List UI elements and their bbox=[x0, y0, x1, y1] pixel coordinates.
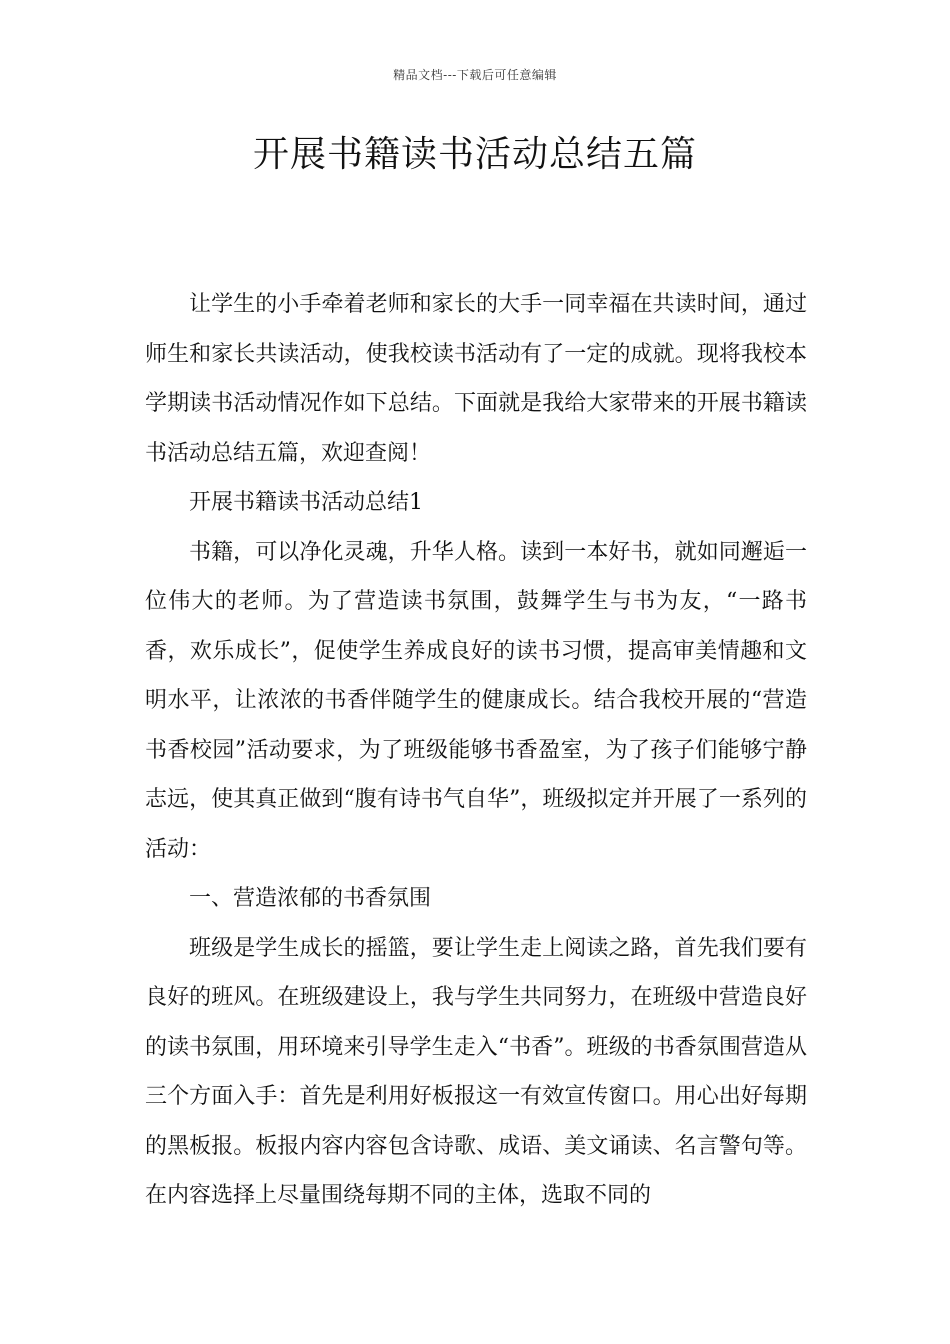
intro-paragraph: 让学生的小手牵着老师和家长的大手一同幸福在共读时间，通过师生和家长共读活动，使我校读书活动有了一定的成就。现将我校本学期读书活动情况作如下总结。下面就是我给大家带来的开展书籍读书活动总结五篇，欢迎查阅！ bbox=[145, 292, 807, 466]
body-paragraph: 班级是学生成长的摇篮，要让学生走上阅读之路，首先我们要有良好的班风。在班级建设上，我与学生共同努力，在班级中营造良好的读书氛围，用环境来引导学生走入“书香”。班级的书香氛围营造从三个方面入手：首先是利用好板报这一有效宣传窗口。用心出好每期的黑板报。板报内容内容包含诗歌、成语、美文诵读、名言警句等。在内容选择上尽量围绕每期不同的主体，选取不同的 bbox=[145, 935, 807, 1208]
document-title: 开展书籍读书活动总结五篇 bbox=[252, 134, 697, 175]
header-note: 精品文档---下载后可任意编辑 bbox=[393, 68, 557, 82]
subsection-heading: 一、营造浓郁的书香氛围 bbox=[189, 886, 432, 911]
section-heading: 开展书籍读书活动总结1 bbox=[189, 490, 423, 515]
document-body bbox=[145, 280, 807, 1221]
body-paragraph: 书籍，可以净化灵魂，升华人格。读到一本好书，就如同邂逅一位伟大的老师。为了营造读书氛围，鼓舞学生与书为友，“一路书香，欢乐成长”，促使学生养成良好的读书习惯，提高审美情趣和文明水平，让浓浓的书香伴随学生的健康成长。结合我校开展的“营造书香校园”活动要求，为了班级能够书香盈室，为了孩子们能够宁静志远，使其真正做到“腹有诗书气自华”，班级拟定并开展了一系列的活动： bbox=[145, 539, 807, 862]
